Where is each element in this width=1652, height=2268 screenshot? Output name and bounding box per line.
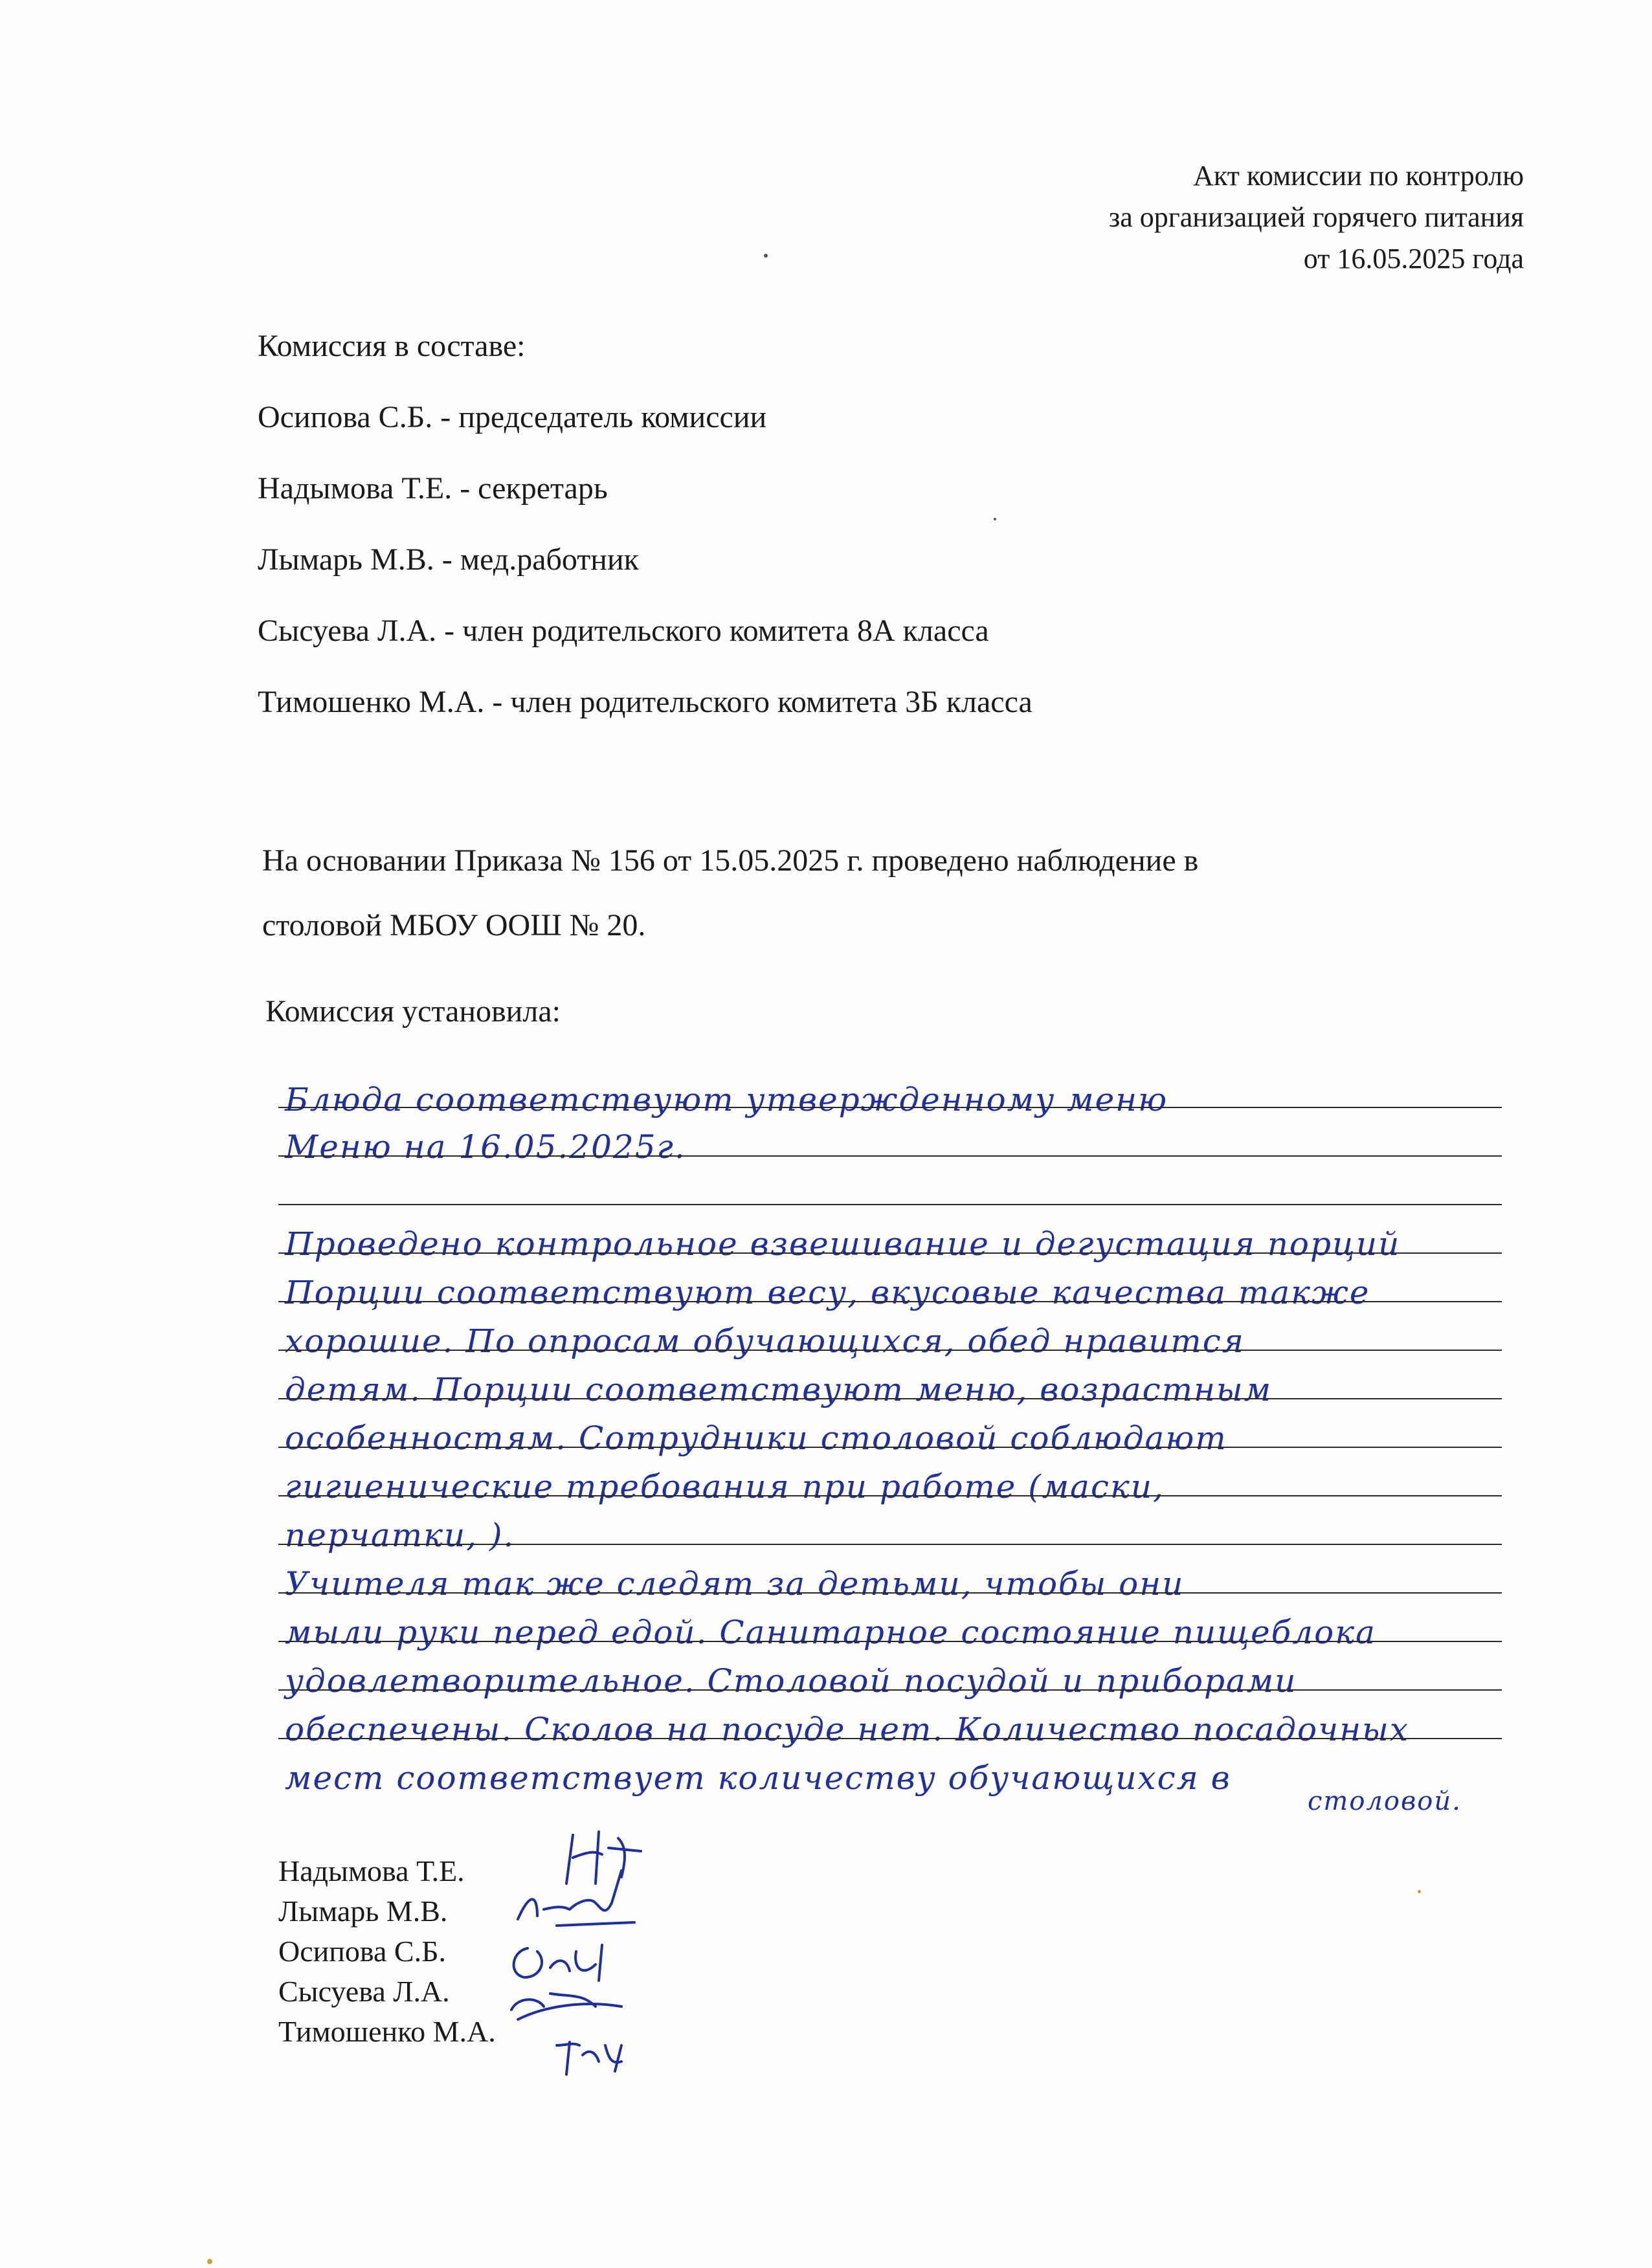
basis-paragraph (262, 828, 1524, 958)
commission-title: Комиссия в составе: (258, 329, 526, 363)
handwritten-line: удовлетворительное. Столовой посудой и приборами (285, 1662, 1297, 1700)
signature-timoshenko-stroke (557, 2042, 621, 2074)
signer-lymar: Лымарь М.В. (278, 1895, 448, 1928)
ruled-line (278, 1447, 1502, 1448)
signature-sysueva-stroke (511, 1994, 621, 2019)
act-header (1109, 155, 1524, 280)
handwritten-line: Блюда соответствуют утвержденному меню (285, 1081, 1168, 1118)
signer-sysueva: Сысуева Л.А. (278, 1975, 450, 2008)
ruled-line (278, 1204, 1502, 1205)
signature-nadymova-stroke (566, 1832, 641, 1884)
commission-member-medic: Лымарь М.В. - мед.работник (258, 542, 639, 577)
signer-nadymova: Надымова Т.Е. (278, 1854, 465, 1887)
commission-member-secretary: Надымова Т.Е. - секретарь (258, 471, 608, 506)
paper-speck (764, 254, 768, 258)
paper-speck (207, 2259, 212, 2264)
handwritten-line: обеспечены. Сколов на посуде нет. Количество посадочных (285, 1711, 1410, 1748)
ruled-line (278, 1252, 1502, 1254)
ruled-line (278, 1495, 1502, 1496)
commission-member-parent-3b: Тимошенко М.А. - член родительского комитета 3Б класса (258, 685, 1032, 719)
ruled-line (278, 1544, 1502, 1545)
handwritten-signatures (492, 1812, 686, 2084)
commission-composition (258, 320, 1032, 748)
basis-line-1: На основании Приказа № 156 от 15.05.2025 г. проведено наблюдение в (262, 843, 1199, 878)
signature-lymar-stroke (518, 1871, 634, 1926)
basis-line-2: столовой МБОУ ООШ № 20. (262, 908, 646, 942)
ruled-line (278, 1350, 1502, 1351)
handwritten-line: Проведено контрольное взвешивание и дегустация порций (285, 1225, 1401, 1263)
handwritten-line: Учителя так же следят за детьми, чтобы они (285, 1565, 1185, 1603)
ruled-line (278, 1301, 1502, 1302)
handwritten-line: Порции соответствуют весу, вкусовые качества также (285, 1274, 1370, 1311)
ruled-line (278, 1689, 1502, 1691)
handwritten-line: детям. Порции соответствуют меню, возрастным (285, 1371, 1273, 1408)
ruled-line (278, 1592, 1502, 1594)
act-title-line-2: за организацией горячего питания (1108, 201, 1524, 233)
established-label: Комиссия установила: (265, 994, 561, 1028)
signer-osipova: Осипова С.Б. (278, 1935, 446, 1968)
signature-osipova-stroke (514, 1945, 602, 1981)
ruled-line (278, 1107, 1502, 1108)
act-title-line-1: Акт комиссии по контролю (1193, 160, 1524, 192)
handwritten-line: перчатки, ). (285, 1517, 515, 1554)
paper-speck (1418, 1890, 1421, 1893)
handwritten-line: хорошие. По опросам обучающихся, обед нравится (285, 1322, 1245, 1360)
signer-timoshenko: Тимошенко М.А. (278, 2015, 496, 2048)
handwritten-line: мыли руки перед едой. Санитарное состояние пищеблока (285, 1614, 1376, 1651)
handwritten-line: особенностям. Сотрудники столовой соблюдают (285, 1419, 1227, 1457)
ruled-line (278, 1398, 1502, 1399)
commission-member-parent-8a: Сысуева Л.А. - член родительского комитета 8А класса (258, 614, 989, 648)
handwritten-line: мест соответствует количеству обучающихся в (285, 1759, 1231, 1797)
commission-member-chair: Осипова С.Б. - председатель комиссии (258, 400, 767, 434)
handwritten-overflow-word: столовой. (1308, 1786, 1462, 1816)
handwritten-line: Меню на 16.05.2025г. (285, 1128, 686, 1166)
ruled-line (278, 1738, 1502, 1739)
signature-block (278, 1851, 496, 2052)
act-date-line: от 16.05.2025 года (1303, 243, 1524, 274)
ruled-line (278, 1641, 1502, 1642)
ruled-line (278, 1155, 1502, 1157)
handwritten-line: гигиенические требования при работе (маски, (285, 1468, 1165, 1506)
